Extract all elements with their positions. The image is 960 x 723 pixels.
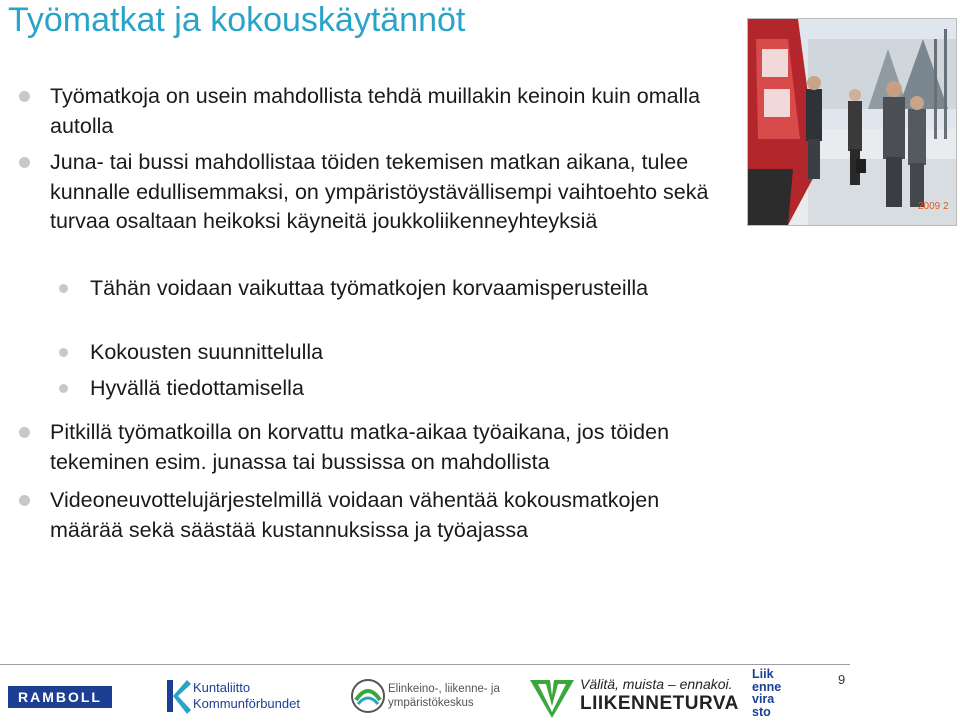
liikennevirasto-name: Liik enne vira sto [752,667,782,719]
sub-bullet-item [90,338,730,368]
liikenneturva-emblem-icon [530,676,574,718]
bullet-item [50,486,730,545]
bullet-text: Juna- tai bussi mahdollistaa töiden tekemisen matkan aikana, tulee kunnalle edullisemmaksi, on ympäristöystävällisempi vaihtoehto sekä turvaa osaltaan heikoksi käyneitä joukkoliikenneyhteyksiä [50,150,709,233]
train-platform-photo [747,18,957,226]
liikenneturva-logo [530,676,739,718]
bullet-text: Pitkillä työmatkoilla on korvattu matka-aikaa työaikana, jos töiden tekeminen esim. junassa tai bussissa on mahdollista [50,420,670,474]
bullet-text: Hyvällä tiedottamisella [90,376,304,400]
bullet-text: Kokousten suunnittelulla [90,340,324,364]
ely-emblem-icon [350,678,386,714]
kuntaliitto-logo [165,678,315,716]
bullet-item [50,82,730,141]
bullet-text: Työmatkoja on usein mahdollista tehdä muillakin keinoin kuin omalla autolla [50,84,701,138]
ramboll-logo-text: RAMBOLL [18,689,102,705]
page-number: 9 [838,672,846,687]
sub-bullet-item [90,274,730,304]
kuntaliitto-emblem-icon [165,678,191,714]
bullet-dot-icon [19,91,30,102]
ely-centre-logo [350,678,500,716]
liikenneturva-name: LIIKENNETURVA [580,693,739,714]
photo-date-stamp: 2009 2 [918,201,949,212]
bullet-dot-icon [19,495,30,506]
bullet-text: Tähän voidaan vaikuttaa työmatkojen korvaamisperusteilla [90,276,649,300]
train-platform-photo-image [748,19,956,225]
ely-centre-name: Elinkeino-, liikenne- ja ympäristökeskus [388,683,500,709]
footer-divider [0,664,850,665]
bullet-item [50,148,730,237]
bullet-dot-icon [19,157,30,168]
bullet-dot-icon [19,427,30,438]
slide-title: Työmatkat ja kokouskäytännöt [8,1,466,39]
kuntaliitto-name: Kuntaliitto Kommunförbundet [193,680,300,711]
bullet-item [50,418,730,477]
liikenneturva-slogan: Välitä, muista – ennakoi. [580,676,733,692]
bullet-dot-icon [59,384,68,393]
sub-bullet-item [90,374,730,404]
bullet-dot-icon [59,284,68,293]
bullet-text: Videoneuvottelujärjestelmillä voidaan vähentää kokousmatkojen määrää sekä säästää kustannuksissa ja työajassa [50,488,660,542]
bullet-dot-icon [59,348,68,357]
ramboll-logo [8,686,112,708]
liikennevirasto-logo [752,668,802,718]
